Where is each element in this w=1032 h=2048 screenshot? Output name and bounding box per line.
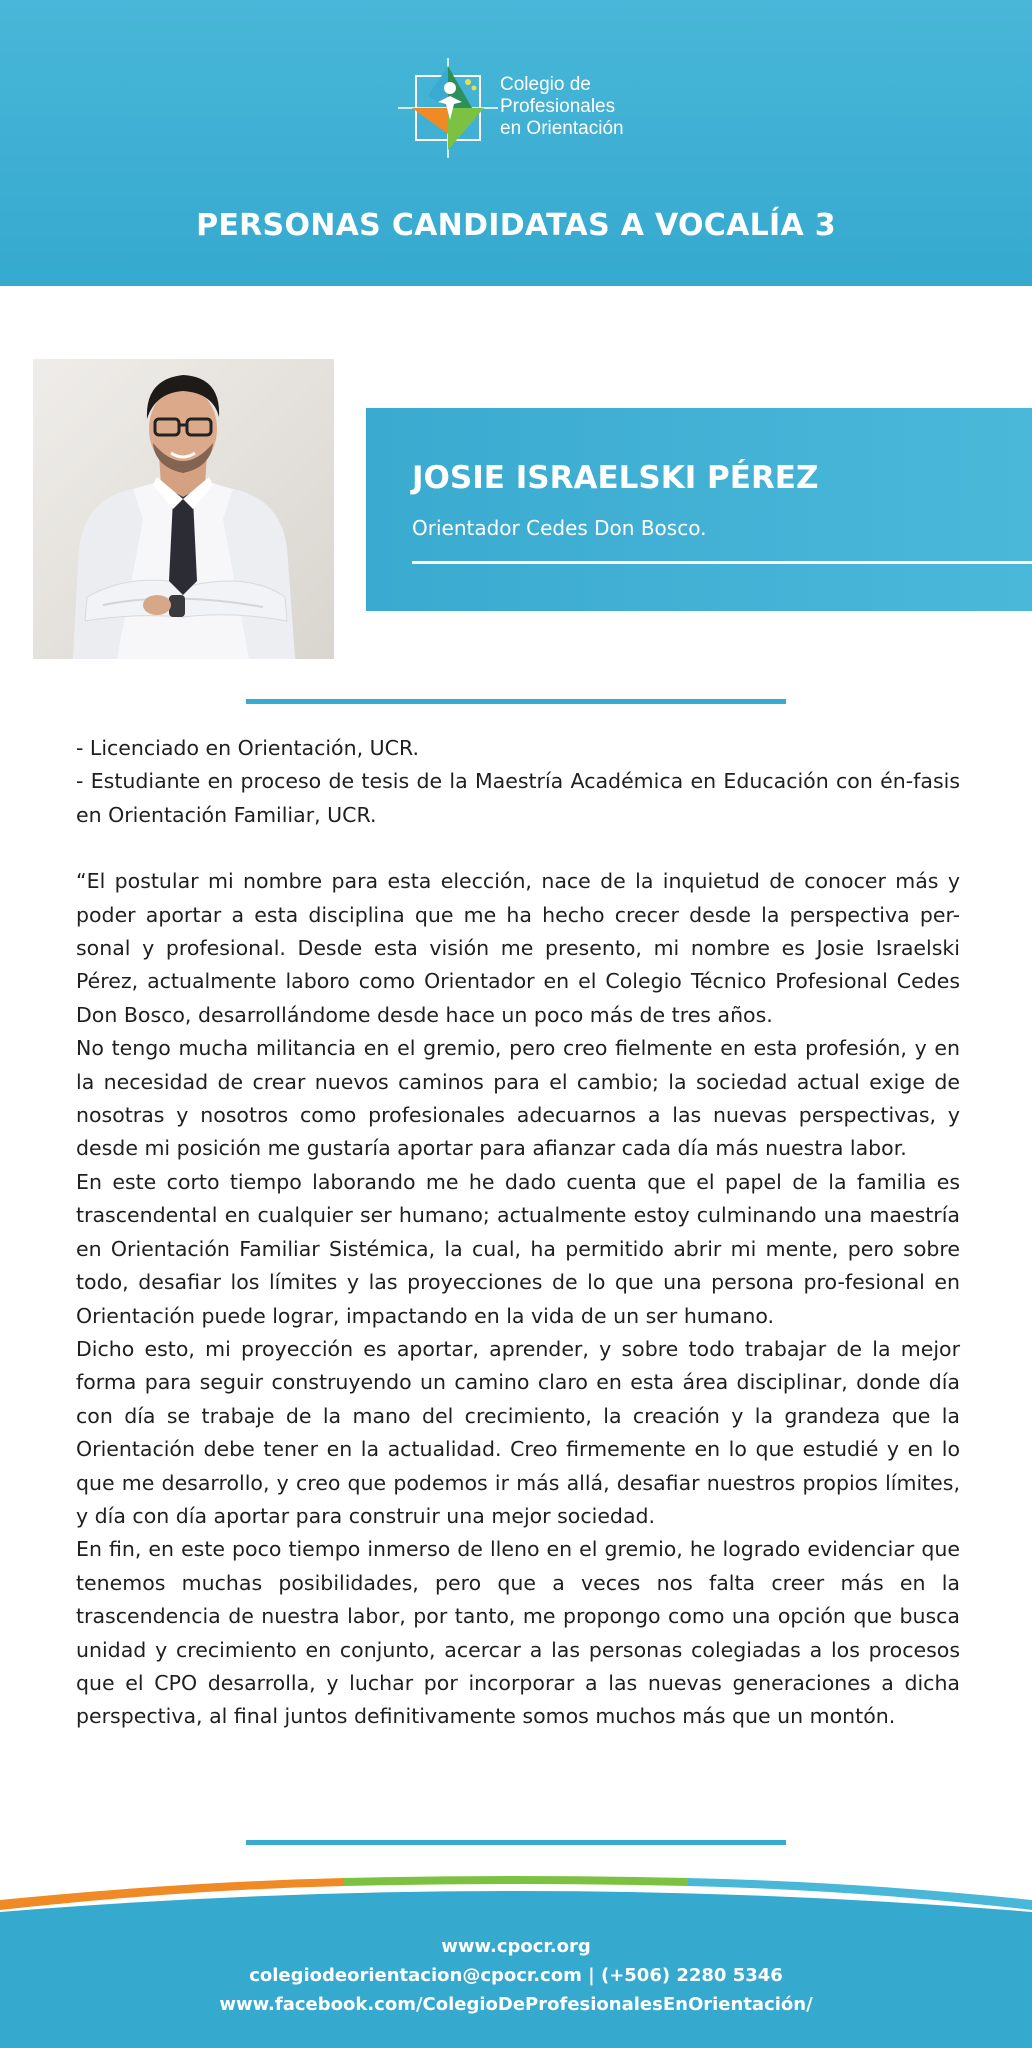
candidate-role: Orientador Cedes Don Bosco.	[412, 516, 707, 540]
candidate-name: JOSIE ISRAELSKI PÉREZ	[412, 460, 819, 496]
footer-website-link[interactable]: www.cpocr.org	[441, 1936, 591, 1957]
logo-line: Profesionales	[500, 96, 616, 117]
section-divider-top	[246, 699, 786, 704]
name-divider	[412, 561, 1032, 564]
footer	[0, 1860, 1032, 2048]
footer-facebook-link[interactable]: www.facebook.com/ColegioDeProfesionalesEnOrientación/	[219, 1994, 813, 2015]
credential-item: - Licenciado en Orientación, UCR.	[76, 736, 419, 760]
statement-paragraph: En fin, en este poco tiempo inmerso de lleno en el gremio, he logrado evidenciar que tenemos muchas posibilidades, pero que a veces nos falta creer más en la trascendencia de nuestra labor, por tanto, me propongo como una opción que busca unidad y crecimiento en conjunto, acercar a las personas colegiadas a los procesos que el CPO desarrolla, y luchar por incorporar a las nuevas generaciones a dicha perspectiva, al final juntos definitivamente somos muchos más que un montón.	[76, 1537, 960, 1729]
candidate-photo	[33, 359, 334, 659]
cpo-logo-icon	[398, 58, 498, 158]
credential-item: - Estudiante en proceso de tesis de la Maestría Académica en Educación con én-fasis en Orientación Familiar, UCR.	[76, 769, 960, 827]
cpo-logo[interactable]	[398, 58, 638, 168]
statement-paragraph: No tengo mucha militancia en el gremio, pero creo fielmente en esta profesión, y en la necesidad de crear nuevos caminos para el cambio; la sociedad actual exige de nosotras y nosotros como profesionales adecuarnos a las nuevas perspectivas, y desde mi posición me gustaría aportar para afianzar cada día más nuestra labor.	[76, 1036, 960, 1161]
statement-paragraph: En este corto tiempo laborando me he dado cuenta que el papel de la familia es trascendental en cualquier ser humano; actualmente estoy culminando una maestría en Orientación Familiar Sistémica, la cual, ha permitido abrir mi mente, pero sobre todo, desafiar los límites y las proyecciones de lo que una persona pro-fesional en Orientación puede lograr, impactando en la vida de un ser humano.	[76, 1169, 960, 1328]
logo-line: en Orientación	[500, 118, 624, 139]
footer-email-phone[interactable]: colegiodeorientacion@cpocr.com | (+506) 2280 5346	[249, 1965, 783, 1986]
footer-contact	[0, 1932, 1032, 2019]
logo-line: Colegio de	[500, 74, 591, 95]
statement-paragraph: Dicho esto, mi proyección es aportar, aprender, y sobre todo trabajar de la mejor forma para seguir construyendo un camino claro en esta área disciplinar, donde día con día se trabaje de la mano del crecimiento, la creación y la grandeza que la Orientación debe tener en la actualidad. Creo firmemente en lo que estudié y en lo que me desarrollo, y creo que podemos ir más allá, desafiar nuestros propios límites, y día con día aportar para construir una mejor sociedad.	[76, 1336, 960, 1528]
candidate-statement	[76, 732, 960, 1734]
page-title: PERSONAS CANDIDATAS A VOCALÍA 3	[196, 208, 836, 243]
section-divider-bottom	[246, 1840, 786, 1845]
logo-wordmark	[500, 74, 640, 140]
candidate-name-panel	[366, 408, 1032, 611]
header-banner	[0, 0, 1032, 286]
statement-paragraph: “El postular mi nombre para esta elección, nace de la inquietud de conocer más y poder aportar a esta disciplina que me ha hecho crecer desde la perspectiva per-sonal y profesional. Desde esta visión me presento, mi nombre es Josie Israelski Pérez, actualmente laboro como Orientador en el Colegio Técnico Profesional Cedes Don Bosco, desarrollándome desde hace un poco más de tres años.	[76, 869, 960, 1027]
candidate-portrait-image	[33, 359, 334, 659]
